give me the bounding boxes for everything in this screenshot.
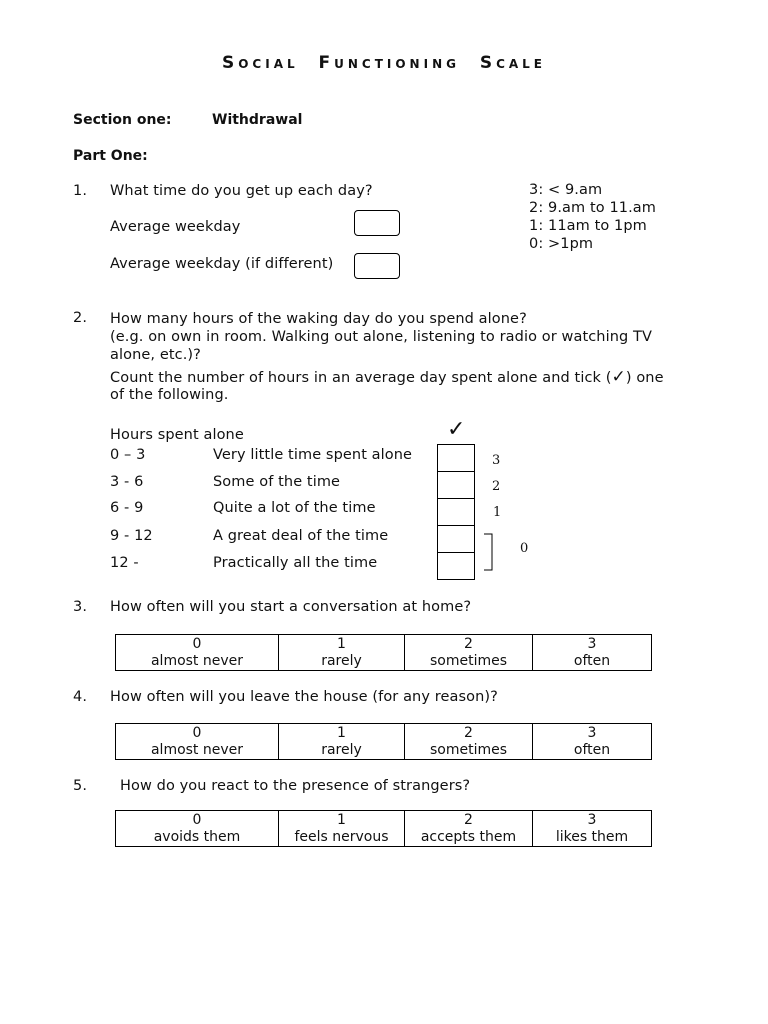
q5-text: How do you react to the presence of strangers?	[120, 778, 471, 794]
tick-box[interactable]	[438, 472, 474, 499]
section-label: Section one:	[73, 112, 172, 128]
q2-score: 3	[492, 453, 501, 468]
q5-option[interactable]: 1 feels nervous	[279, 811, 405, 847]
q4-option[interactable]: 1 rarely	[279, 724, 405, 760]
q1-score: 1: 11am to 1pm	[529, 218, 647, 234]
q1-score: 0: >1pm	[529, 236, 594, 252]
q3-option[interactable]: 2 sometimes	[405, 635, 533, 671]
q2-line: alone, etc.)?	[110, 347, 201, 363]
q3-option[interactable]: 1 rarely	[279, 635, 405, 671]
hours-desc: Quite a lot of the time	[213, 500, 376, 516]
q2-score: 1	[493, 505, 502, 520]
q4-scale-table	[115, 723, 652, 760]
hours-desc: A great deal of the time	[213, 528, 389, 544]
q3-scale-table	[115, 634, 652, 671]
tick-box[interactable]	[438, 445, 474, 472]
q4-option[interactable]: 0 almost never	[116, 724, 279, 760]
q2-line: How many hours of the waking day do you spend alone?	[110, 311, 527, 327]
q1-score: 3: < 9.am	[529, 182, 603, 198]
q2-number: 2.	[73, 310, 88, 326]
q5-option[interactable]: 0 avoids them	[116, 811, 279, 847]
q2-instruction-2: of the following.	[110, 387, 229, 403]
hours-desc: Some of the time	[213, 474, 341, 490]
q2-score: 0	[520, 541, 529, 556]
q5-number: 5.	[73, 778, 88, 794]
q1-text: What time do you get up each day?	[110, 183, 373, 199]
hours-range: 6 - 9	[110, 500, 144, 516]
q5-option[interactable]: 2 accepts them	[405, 811, 533, 847]
q1-number: 1.	[73, 183, 88, 199]
q2-text	[110, 310, 652, 364]
q1-score-key	[529, 181, 656, 253]
q1-score: 2: 9.am to 11.am	[529, 200, 657, 216]
hours-desc: Practically all the time	[213, 555, 378, 571]
tick-box[interactable]	[438, 526, 474, 553]
q3-number: 3.	[73, 599, 88, 615]
tick-column	[437, 444, 475, 580]
hours-range: 3 - 6	[110, 474, 144, 490]
q4-option[interactable]: 2 sometimes	[405, 724, 533, 760]
q2-score: 2	[492, 479, 501, 494]
q1-weekday-box[interactable]	[354, 210, 400, 236]
page-title: SOCIAL FUNCTIONING SCALE	[221, 53, 546, 73]
q4-text: How often will you leave the house (for any reason)?	[110, 689, 498, 705]
hours-range: 9 - 12	[110, 528, 153, 544]
tick-box[interactable]	[438, 499, 474, 526]
q3-option[interactable]: 0 almost never	[116, 635, 279, 671]
section-name: Withdrawal	[212, 112, 303, 128]
q4-option[interactable]: 3 often	[533, 724, 652, 760]
q2-instruction: Count the number of hours in an average day spent alone and tick (✓) one	[110, 367, 664, 387]
hours-label: Hours spent alone	[110, 427, 244, 443]
q1-weekday2-box[interactable]	[354, 253, 400, 279]
tick-box[interactable]	[438, 553, 474, 579]
q2-line: (e.g. on own in room. Walking out alone, listening to radio or watching TV	[110, 329, 652, 345]
q5-option[interactable]: 3 likes them	[533, 811, 652, 847]
q5-scale-table	[115, 810, 652, 847]
q3-option[interactable]: 3 often	[533, 635, 652, 671]
q1-weekday2-label: Average weekday (if different)	[110, 256, 334, 272]
bracket-icon	[480, 532, 500, 572]
part-label: Part One:	[73, 148, 148, 164]
check-icon: ✓	[447, 417, 466, 442]
q4-number: 4.	[73, 689, 88, 705]
q1-weekday-label: Average weekday	[110, 219, 241, 235]
q3-text: How often will you start a conversation at home?	[110, 599, 472, 615]
hours-range: 0 – 3	[110, 447, 146, 463]
check-icon: ✓	[611, 367, 626, 387]
hours-range: 12 -	[110, 555, 139, 571]
hours-desc: Very little time spent alone	[213, 447, 413, 463]
